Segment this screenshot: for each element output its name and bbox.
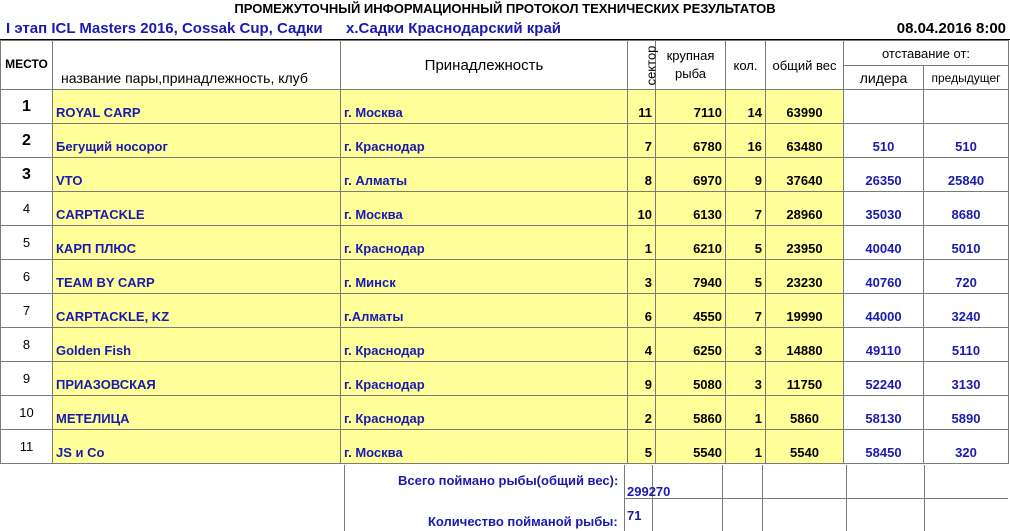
- col-sector-header: [628, 41, 659, 90]
- row-affiliation: г. Краснодар: [341, 124, 628, 158]
- row-total: 37640: [766, 158, 844, 192]
- row-count: 1: [726, 396, 766, 430]
- col-affiliation-header: Принадлежность: [341, 41, 628, 90]
- row-gap-leader: 52240: [844, 362, 924, 396]
- row-count: 5: [726, 226, 766, 260]
- row-team: КАРП ПЛЮС: [53, 226, 341, 260]
- row-total: 11750: [766, 362, 844, 396]
- row-team: ROYAL CARP: [53, 90, 341, 124]
- results-rows: [1, 90, 1009, 464]
- row-sector: 6: [628, 294, 656, 328]
- row-total: 19990: [766, 294, 844, 328]
- row-sector: 3: [628, 260, 656, 294]
- row-place: 5: [1, 226, 53, 260]
- row-affiliation: г. Краснодар: [341, 396, 628, 430]
- row-affiliation: г. Москва: [341, 192, 628, 226]
- row-big-fish: 6250: [656, 328, 726, 362]
- row-big-fish: 6130: [656, 192, 726, 226]
- table-row: [1, 396, 1009, 430]
- row-gap-leader: 510: [844, 124, 924, 158]
- row-gap-leader: 44000: [844, 294, 924, 328]
- row-place: 11: [1, 430, 53, 464]
- row-team: CARPTACKLE, KZ: [53, 294, 341, 328]
- row-team: CARPTACKLE: [53, 192, 341, 226]
- row-sector: 11: [628, 90, 656, 124]
- row-total: 63990: [766, 90, 844, 124]
- results-table: [0, 40, 1009, 464]
- row-gap-prev: 5890: [924, 396, 1009, 430]
- fish-count-value: 71: [627, 508, 642, 523]
- table-row: [1, 124, 1009, 158]
- row-gap-prev: 720: [924, 260, 1009, 294]
- row-count: 3: [726, 362, 766, 396]
- row-count: 14: [726, 90, 766, 124]
- row-gap-leader: 40760: [844, 260, 924, 294]
- row-count: 3: [726, 328, 766, 362]
- row-gap-prev: 3130: [924, 362, 1009, 396]
- row-big-fish: 6780: [656, 124, 726, 158]
- row-gap-leader: [844, 90, 924, 124]
- event-location: х.Садки Краснодарский край: [346, 20, 562, 37]
- row-place: 8: [1, 328, 53, 362]
- row-team: JS и Co: [53, 430, 341, 464]
- row-gap-prev: 3240: [924, 294, 1009, 328]
- row-sector: 10: [628, 192, 656, 226]
- row-count: 7: [726, 294, 766, 328]
- col-count-header: кол.: [726, 41, 766, 90]
- row-gap-leader: 40040: [844, 226, 924, 260]
- row-gap-leader: 26350: [844, 158, 924, 192]
- row-affiliation: г. Москва: [341, 90, 628, 124]
- row-gap-prev: [924, 90, 1009, 124]
- row-total: 5860: [766, 396, 844, 430]
- row-total: 5540: [766, 430, 844, 464]
- row-place: 6: [1, 260, 53, 294]
- row-affiliation: г. Краснодар: [341, 226, 628, 260]
- row-team: Golden Fish: [53, 328, 341, 362]
- row-gap-prev: 5010: [924, 226, 1009, 260]
- event-date: 08.04.2016 8:00: [896, 20, 1006, 37]
- table-row: [1, 192, 1009, 226]
- row-affiliation: г. Минск: [341, 260, 628, 294]
- sector-header-text: сектор: [643, 45, 659, 85]
- row-sector: 7: [628, 124, 656, 158]
- row-sector: 2: [628, 396, 656, 430]
- col-gap-header: отставание от:: [844, 41, 1009, 66]
- row-gap-prev: 5110: [924, 328, 1009, 362]
- row-place: 2: [1, 124, 53, 158]
- table-row: [1, 226, 1009, 260]
- col-total-header: общий вес: [766, 41, 844, 90]
- row-place: 9: [1, 362, 53, 396]
- row-total: 23230: [766, 260, 844, 294]
- table-row: [1, 260, 1009, 294]
- row-gap-prev: 25840: [924, 158, 1009, 192]
- event-banner: [0, 18, 1010, 40]
- table-row: [1, 90, 1009, 124]
- row-total: 28960: [766, 192, 844, 226]
- row-count: 7: [726, 192, 766, 226]
- row-gap-leader: 49110: [844, 328, 924, 362]
- col-gap-prev-header: предыдущег: [924, 66, 1009, 90]
- row-team: Бегущий носорог: [53, 124, 341, 158]
- table-row: [1, 430, 1009, 464]
- row-big-fish: 7940: [656, 260, 726, 294]
- row-big-fish: 6210: [656, 226, 726, 260]
- fish-count-label: Количество пойманой рыбы:: [428, 514, 618, 529]
- row-team: VTO: [53, 158, 341, 192]
- row-count: 1: [726, 430, 766, 464]
- row-affiliation: г. Краснодар: [341, 328, 628, 362]
- row-big-fish: 5540: [656, 430, 726, 464]
- row-place: 1: [1, 90, 53, 124]
- row-place: 10: [1, 396, 53, 430]
- event-name: I этап ICL Masters 2016, Cossak Cup, Садки: [6, 20, 323, 37]
- row-sector: 9: [628, 362, 656, 396]
- row-sector: 1: [628, 226, 656, 260]
- row-sector: 4: [628, 328, 656, 362]
- table-row: [1, 294, 1009, 328]
- row-sector: 8: [628, 158, 656, 192]
- row-big-fish: 7110: [656, 90, 726, 124]
- row-gap-prev: 8680: [924, 192, 1009, 226]
- row-total: 23950: [766, 226, 844, 260]
- table-row: [1, 362, 1009, 396]
- divider: [344, 465, 345, 531]
- row-team: МЕТЕЛИЦА: [53, 396, 341, 430]
- col-team-header: название пары,принадлежность, клуб: [53, 41, 341, 90]
- col-bigfish-header: крупная рыба: [656, 41, 726, 90]
- row-gap-leader: 35030: [844, 192, 924, 226]
- row-gap-leader: 58130: [844, 396, 924, 430]
- row-affiliation: г. Алматы: [341, 158, 628, 192]
- row-gap-prev: 320: [924, 430, 1009, 464]
- total-weight-value: 299270: [627, 484, 671, 499]
- row-total: 63480: [766, 124, 844, 158]
- row-place: 7: [1, 294, 53, 328]
- total-weight-label: Всего поймано рыбы(общий вес):: [398, 473, 619, 488]
- row-big-fish: 5860: [656, 396, 726, 430]
- row-count: 16: [726, 124, 766, 158]
- row-affiliation: г. Краснодар: [341, 362, 628, 396]
- row-big-fish: 6970: [656, 158, 726, 192]
- divider: [624, 498, 1008, 499]
- row-total: 14880: [766, 328, 844, 362]
- col-place-header: МЕСТО: [1, 41, 53, 90]
- row-place: 3: [1, 158, 53, 192]
- row-affiliation: г.Алматы: [341, 294, 628, 328]
- row-place: 4: [1, 192, 53, 226]
- table-row: [1, 158, 1009, 192]
- table-row: [1, 328, 1009, 362]
- protocol-title: ПРОМЕЖУТОЧНЫЙ ИНФОРМАЦИОННЫЙ ПРОТОКОЛ ТЕХНИЧЕСКИХ РЕЗУЛЬТАТОВ: [234, 1, 776, 16]
- row-count: 5: [726, 260, 766, 294]
- row-big-fish: 4550: [656, 294, 726, 328]
- row-team: ПРИАЗОВСКАЯ: [53, 362, 341, 396]
- row-gap-prev: 510: [924, 124, 1009, 158]
- col-gap-leader-header: лидера: [844, 66, 924, 90]
- row-sector: 5: [628, 430, 656, 464]
- row-gap-leader: 58450: [844, 430, 924, 464]
- row-count: 9: [726, 158, 766, 192]
- row-affiliation: г. Москва: [341, 430, 628, 464]
- row-big-fish: 5080: [656, 362, 726, 396]
- row-team: TEAM BY CARP: [53, 260, 341, 294]
